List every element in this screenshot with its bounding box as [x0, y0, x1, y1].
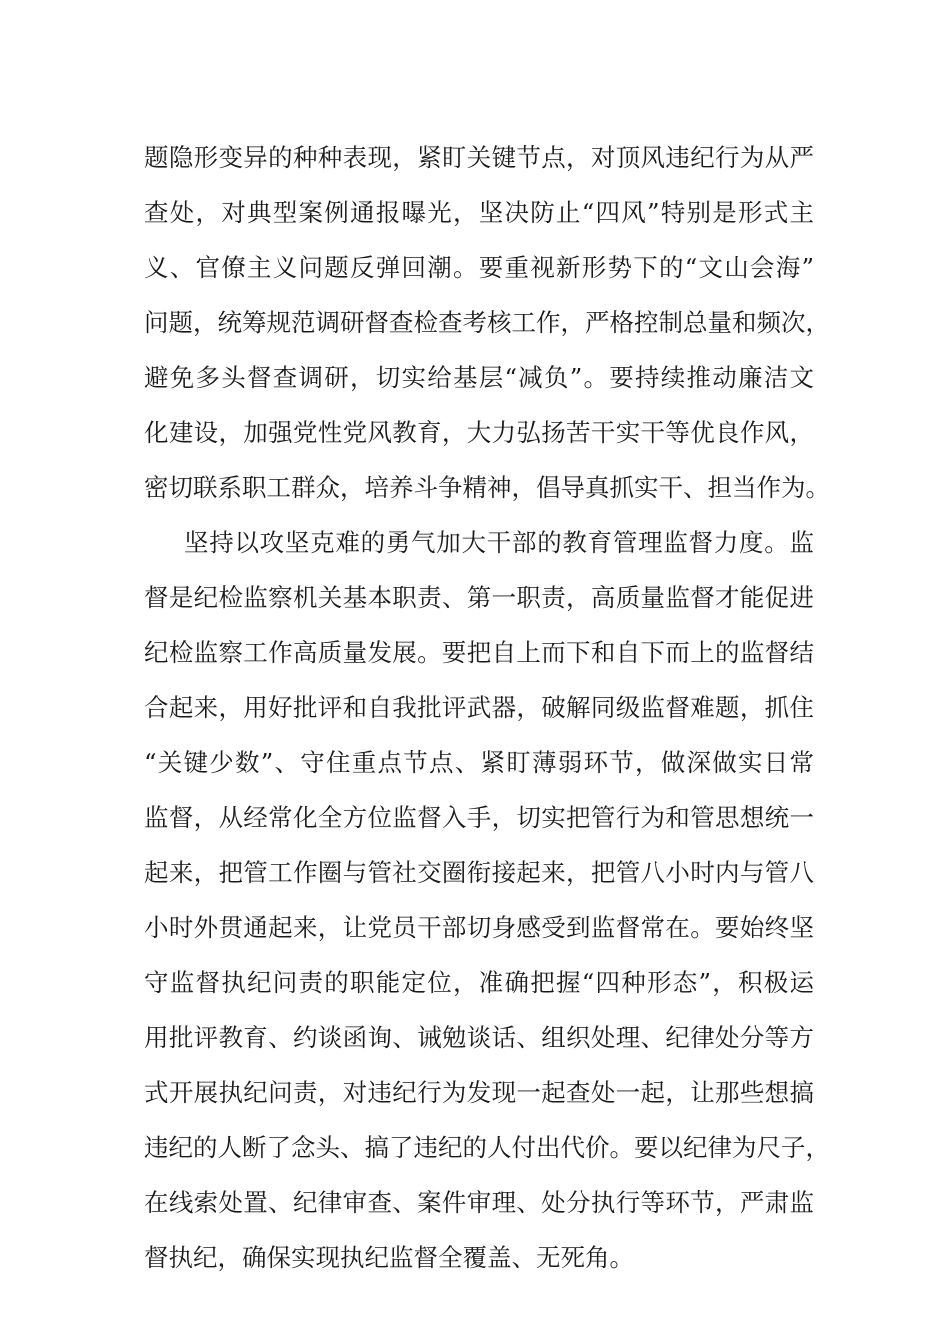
text-line: 小时外贯通起来，让党员干部切身感受到监督常在。要始终坚 [144, 913, 814, 942]
text-line: 避免多头督查调研，切实给基层“减负”。要持续推动廉洁文 [144, 363, 814, 392]
text-line: 督是纪检监察机关基本职责、第一职责，高质量监督才能促进 [144, 583, 814, 612]
text-line: 纪检监察工作高质量发展。要把自上而下和自下而上的监督结 [144, 638, 814, 667]
text-line: 用批评教育、约谈函询、诫勉谈话、组织处理、纪律处分等方 [144, 1023, 814, 1052]
text-line: 在线索处置、纪律审查、案件审理、处分执行等环节，严肃监 [144, 1188, 814, 1217]
text-line: 合起来，用好批评和自我批评武器，破解同级监督难题，抓住 [144, 693, 814, 722]
text-line: 坚持以攻坚克难的勇气加大干部的教育管理监督力度。监 [184, 528, 814, 557]
text-line: 查处，对典型案例通报曝光，坚决防止“四风”特别是形式主 [144, 198, 814, 227]
paragraph-1 [144, 130, 830, 515]
text-line: 守监督执纪问责的职能定位，准确把握“四种形态”，积极运 [144, 968, 814, 997]
text-line: 违纪的人断了念头、搞了违纪的人付出代价。要以纪律为尺子， [144, 1133, 830, 1162]
text-line: 式开展执纪问责，对违纪行为发现一起查处一起，让那些想搞 [144, 1078, 814, 1107]
text-line: 密切联系职工群众，培养斗争精神，倡导真抓实干、担当作为。 [144, 473, 830, 502]
text-line: 监督，从经常化全方位监督入手，切实把管行为和管思想统一 [144, 803, 814, 832]
text-line: 起来，把管工作圈与管社交圈衔接起来，把管八小时内与管八 [144, 858, 814, 887]
text-line: 化建设，加强党性党风教育，大力弘扬苦干实干等优良作风， [144, 418, 814, 447]
document-body [144, 130, 830, 1285]
text-line: 题隐形变异的种种表现，紧盯关键节点，对顶风违纪行为从严 [144, 143, 814, 172]
paragraph-2 [144, 515, 830, 1285]
text-line: 督执纪，确保实现执纪监督全覆盖、无死角。 [144, 1243, 634, 1272]
text-line: 问题，统筹规范调研督查检查考核工作，严格控制总量和频次， [144, 308, 830, 337]
text-line: 义、官僚主义问题反弹回潮。要重视新形势下的“文山会海” [144, 253, 814, 282]
text-line: “关键少数”、守住重点节点、紧盯薄弱环节，做深做实日常 [144, 748, 814, 777]
